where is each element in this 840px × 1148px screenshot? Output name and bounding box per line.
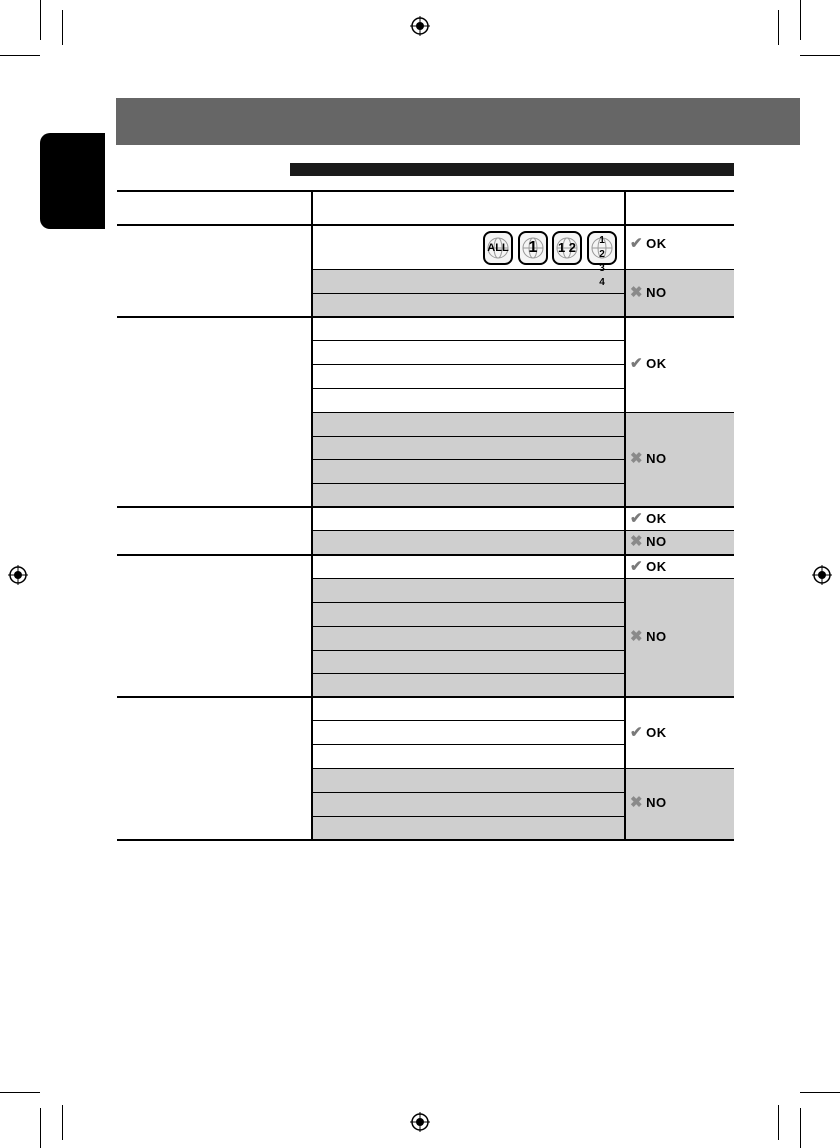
crop-mark <box>0 1092 40 1093</box>
row-rule <box>313 578 734 579</box>
registration-mark-icon <box>410 1112 430 1132</box>
region-badge-label: ALL <box>487 242 509 254</box>
table-rule <box>117 696 734 698</box>
verdict-no: ✖ NO <box>630 450 667 467</box>
row-rule <box>313 650 625 651</box>
check-mark-icon: ✔ <box>630 235 644 252</box>
section-title-bar <box>290 163 734 176</box>
row-rule <box>313 816 625 817</box>
table-rule <box>117 554 734 556</box>
verdict-ok: ✔ OK <box>630 558 667 575</box>
table-rule <box>117 506 734 508</box>
verdict-ok: ✔ OK <box>630 724 667 741</box>
row-rule <box>313 602 625 603</box>
verdict-ok: ✔ OK <box>630 510 667 527</box>
row-rule <box>313 673 625 674</box>
header-band <box>116 98 800 145</box>
region-badge-1-2 <box>552 231 582 265</box>
region-badge-1 <box>518 231 548 265</box>
row-rule <box>313 459 625 460</box>
check-mark-icon: ✔ <box>630 510 644 527</box>
verdict-no: ✖ NO <box>630 628 667 645</box>
table-cell <box>313 768 734 840</box>
region-badge-label: 1 2 <box>557 240 577 255</box>
region-badge-1-2-3-4 <box>587 231 617 288</box>
crop-mark <box>800 0 801 40</box>
region-badge-all <box>483 231 513 265</box>
crop-mark <box>800 1108 801 1148</box>
registration-mark-icon <box>812 565 832 585</box>
row-rule <box>313 530 734 531</box>
row-rule <box>313 720 625 721</box>
check-mark-icon: ✔ <box>630 558 644 575</box>
region-badge-label: 1 2 3 4 <box>599 235 605 288</box>
crop-mark <box>0 55 40 56</box>
crop-mark <box>62 10 63 45</box>
verdict-no: ✖ NO <box>630 284 667 301</box>
table-cell <box>313 578 734 696</box>
crop-mark <box>778 10 779 45</box>
cross-mark-icon: ✖ <box>630 284 644 301</box>
verdict-no: ✖ NO <box>630 533 667 550</box>
crop-mark <box>800 1092 840 1093</box>
verdict-ok: ✔ OK <box>630 235 667 252</box>
cross-mark-icon: ✖ <box>630 794 644 811</box>
registration-mark-icon <box>8 565 28 585</box>
row-rule <box>313 626 625 627</box>
row-rule <box>313 768 734 769</box>
row-rule <box>313 436 625 437</box>
row-rule <box>313 388 625 389</box>
table-rule <box>117 316 734 318</box>
row-rule <box>313 744 625 745</box>
verdict-ok: ✔ OK <box>630 355 667 372</box>
row-rule <box>313 293 625 294</box>
row-rule <box>313 340 625 341</box>
row-rule <box>313 269 734 270</box>
crop-mark <box>62 1105 63 1140</box>
registration-mark-icon <box>410 16 430 36</box>
table-rule <box>117 224 734 226</box>
row-rule <box>313 412 734 413</box>
crop-mark <box>40 1108 41 1148</box>
cross-mark-icon: ✖ <box>630 533 644 550</box>
check-mark-icon: ✔ <box>630 355 644 372</box>
row-rule <box>313 364 625 365</box>
verdict-no: ✖ NO <box>630 794 667 811</box>
crop-mark <box>40 0 41 40</box>
cross-mark-icon: ✖ <box>630 628 644 645</box>
table-rule <box>117 839 734 841</box>
check-mark-icon: ✔ <box>630 724 644 741</box>
row-rule <box>313 792 625 793</box>
row-rule <box>313 483 625 484</box>
table-rule <box>117 190 734 192</box>
language-side-tab <box>40 133 105 229</box>
table-cell <box>313 531 734 554</box>
cross-mark-icon: ✖ <box>630 450 644 467</box>
crop-mark <box>778 1105 779 1140</box>
region-badge-label: 1 <box>528 239 538 256</box>
crop-mark <box>800 55 840 56</box>
